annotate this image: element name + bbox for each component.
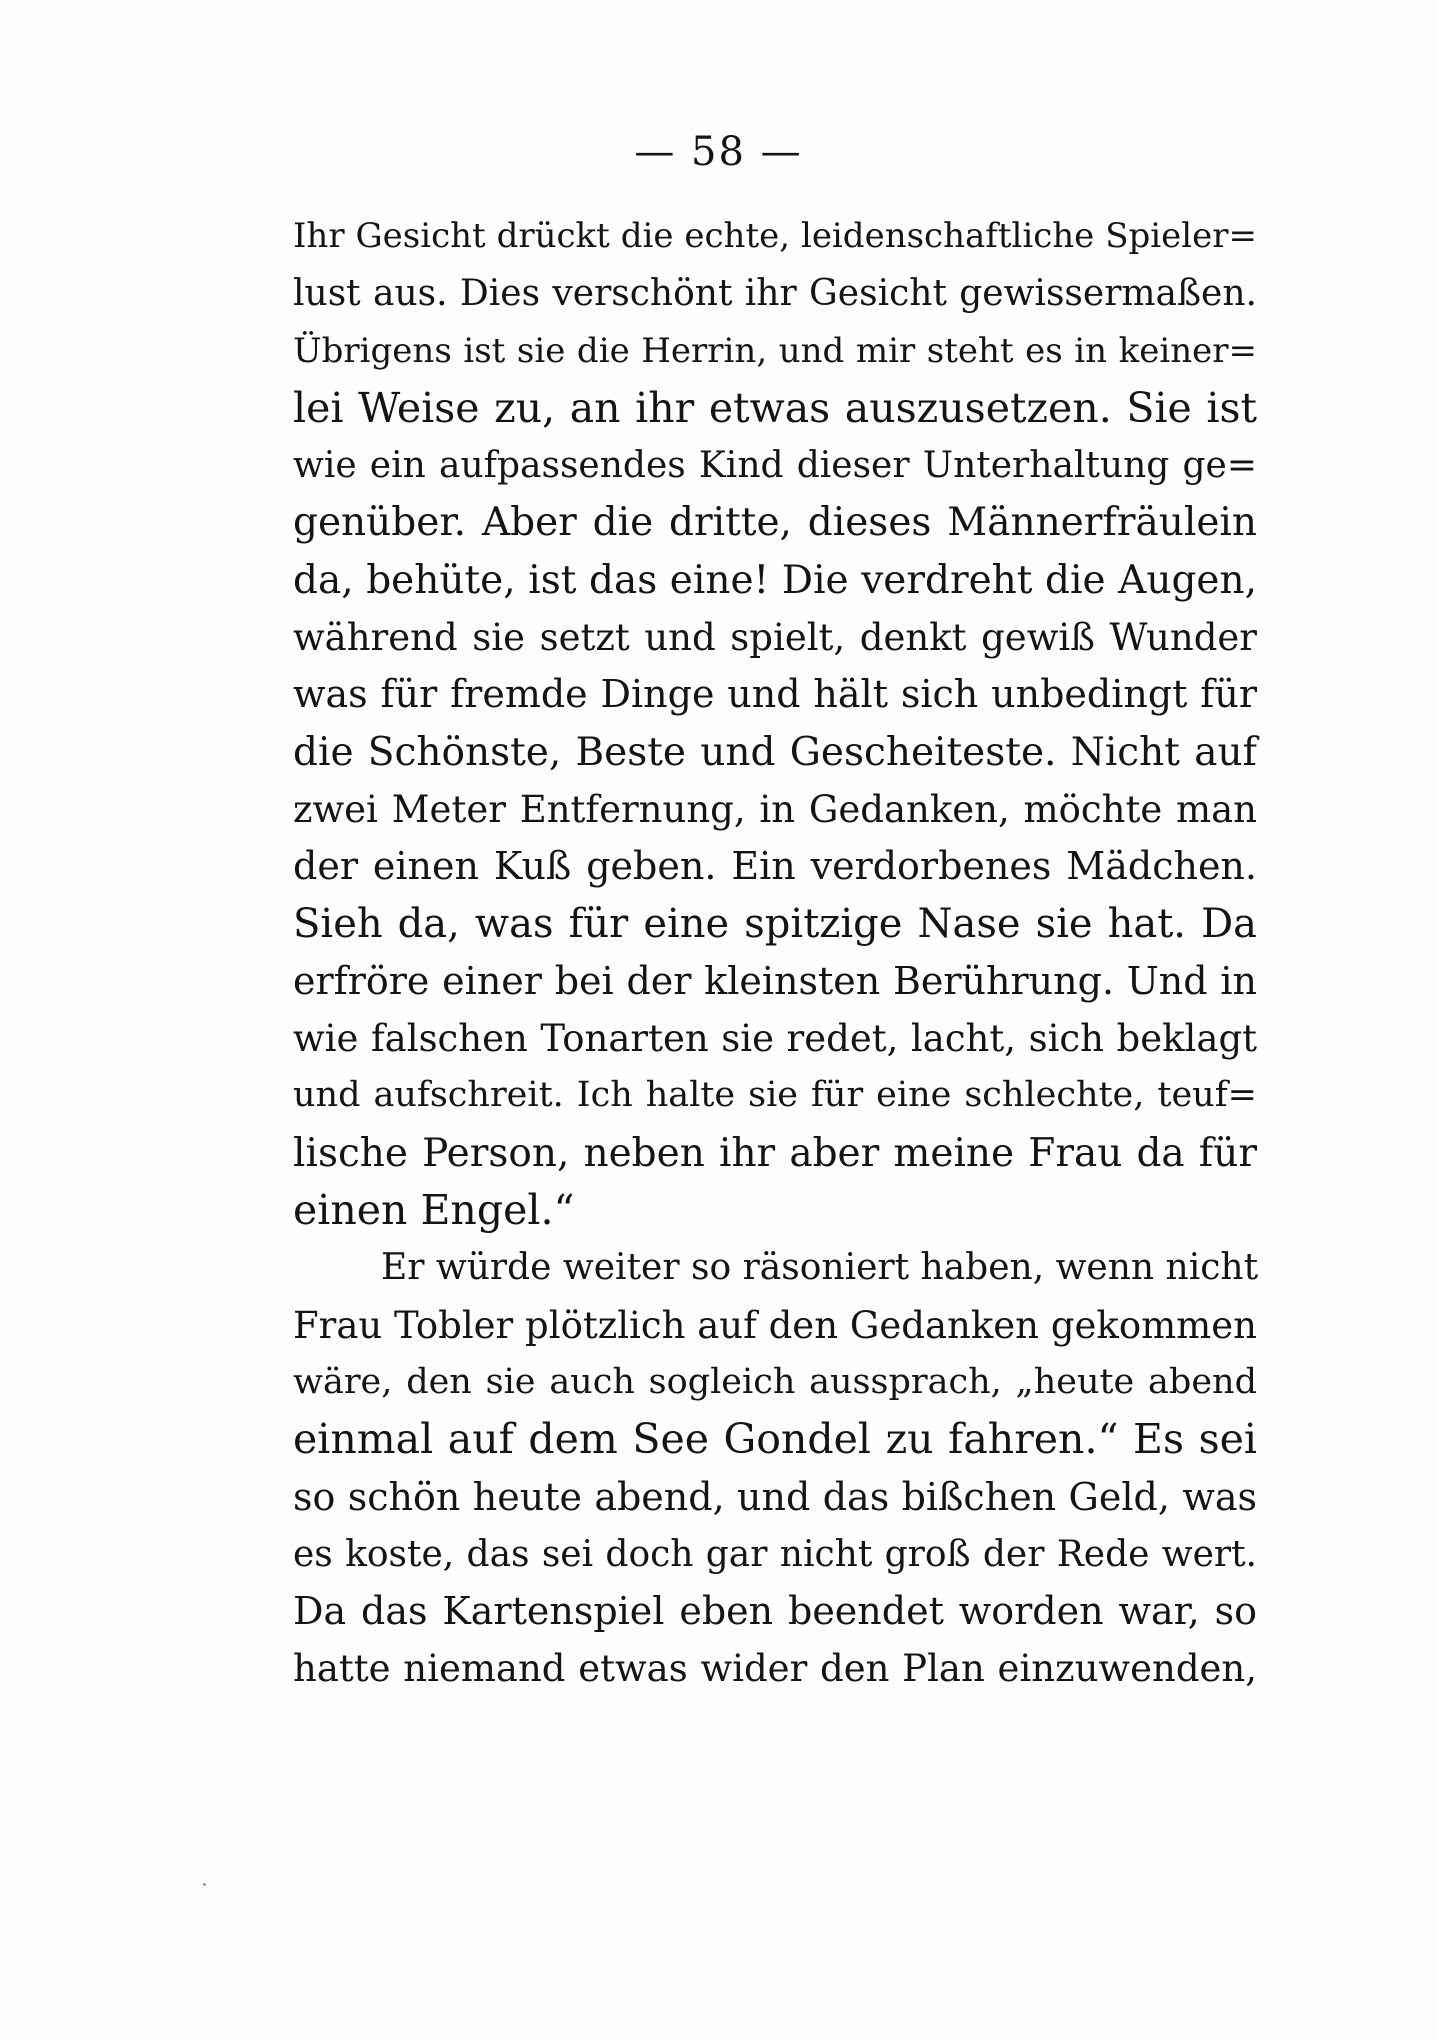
text-line: wie ein aufpassendes Kind dieser Unterhaltung ge= bbox=[293, 445, 1257, 487]
text-line: Übrigens ist sie die Herrin, und mir steht es in keiner= bbox=[293, 330, 1257, 371]
text-line: während sie setzt und spielt, denkt gewiß Wunder bbox=[293, 616, 1257, 660]
text-line: da, behüte, ist das eine! Die verdreht die Augen, bbox=[293, 557, 1257, 603]
text-line-paragraph-start: Er würde weiter so räsoniert haben, wenn nicht bbox=[381, 1247, 1259, 1289]
text-line: zwei Meter Entfernung, in Gedanken, möchte man bbox=[293, 787, 1257, 831]
text-line: lische Person, neben ihr aber meine Frau da für bbox=[293, 1130, 1257, 1176]
text-line: erfröre einer bei der kleinsten Berührung. Und in bbox=[293, 958, 1257, 1003]
body-text bbox=[293, 208, 1257, 1698]
text-line: lust aus. Dies verschönt ihr Gesicht gewissermaßen. bbox=[293, 273, 1257, 315]
text-line: lei Weise zu, an ihr etwas auszusetzen. Sie ist bbox=[293, 383, 1257, 432]
text-line: was für fremde Dinge und hält sich unbedingt für bbox=[293, 672, 1257, 717]
text-line: wäre, den sie auch sogleich aussprach, „heute abend bbox=[293, 1361, 1257, 1402]
text-line: Ihr Gesicht drückt die echte, leidenschaftliche Spieler= bbox=[293, 216, 1257, 256]
page-number: — 58 — bbox=[634, 129, 803, 175]
text-line: Sieh da, was für eine spitzige Nase sie hat. Da bbox=[293, 900, 1257, 947]
text-line: Frau Tobler plötzlich auf den Gedanken gekommen bbox=[293, 1303, 1257, 1347]
text-line: hatte niemand etwas wider den Plan einzuwenden, bbox=[293, 1647, 1257, 1691]
text-line-paragraph-end: einen Engel.“ bbox=[293, 1186, 575, 1235]
text-line: und aufschreit. Ich halte sie für eine schlechte, teuf= bbox=[293, 1075, 1257, 1116]
text-line: einmal auf dem See Gondel zu fahren.“ Es sei bbox=[293, 1415, 1257, 1464]
text-line: Da das Kartenspiel eben beendet worden war, so bbox=[293, 1589, 1257, 1634]
text-line: der einen Kuß geben. Ein verdorbenes Mädchen. bbox=[293, 844, 1257, 889]
text-line: genüber. Aber die dritte, dieses Männerfräulein bbox=[293, 500, 1257, 546]
text-line: die Schönste, Beste und Gescheiteste. Nicht auf bbox=[293, 729, 1257, 775]
text-line: so schön heute abend, und das bißchen Geld, was bbox=[293, 1474, 1257, 1519]
text-line: wie falschen Tonarten sie redet, lacht, sich beklagt bbox=[293, 1017, 1257, 1061]
text-line: es koste, das sei doch gar nicht groß der Rede wert. bbox=[293, 1533, 1257, 1575]
margin-speck bbox=[203, 1883, 206, 1886]
